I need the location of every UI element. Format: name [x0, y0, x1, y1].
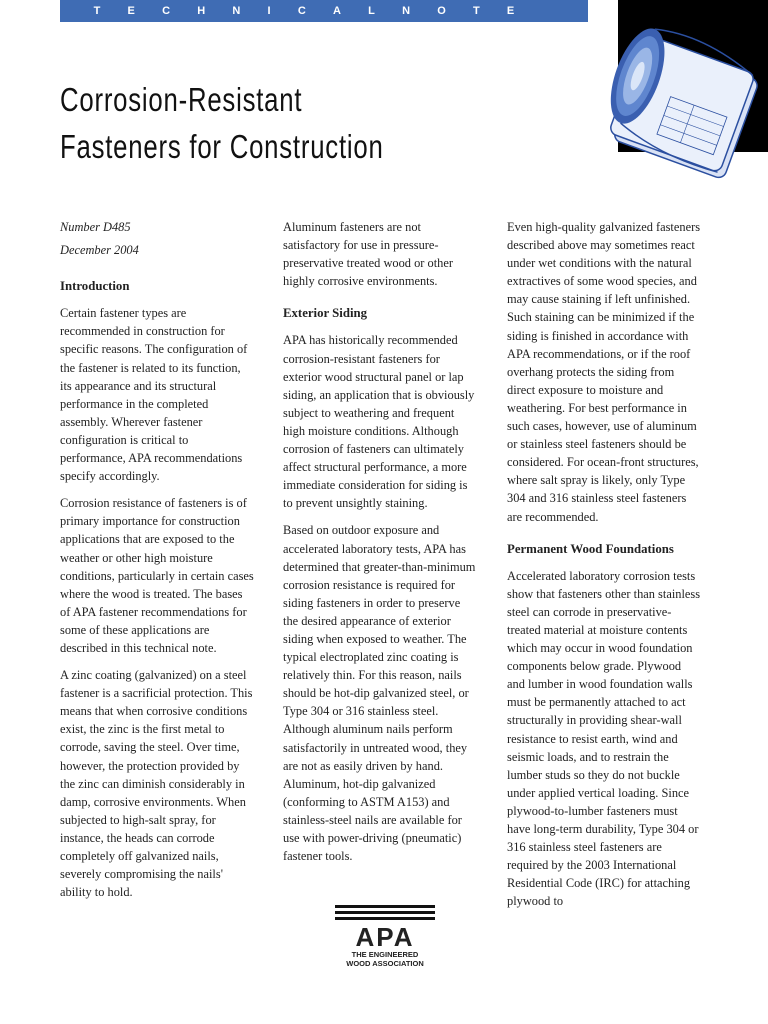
title-line-2: Fasteners for Construction: [60, 128, 384, 165]
document-date: December 2004: [60, 243, 139, 258]
paragraph: APA has historically recommended corrosion-resistant fasteners for exterior wood structural panel or lap siding, an application that is obviously subject to weathering and frequent high moisture conditions. Although corrosion of fasteners can ultimately affect structural performance, a more immediate consideration for siding is to prevent unsightly staining.: [283, 333, 475, 511]
banner-letter: I: [267, 5, 271, 17]
banner-letter: L: [368, 5, 375, 17]
heading-exterior-siding: Exterior Siding: [283, 306, 368, 321]
column-2: [283, 218, 477, 874]
paragraph: Aluminum fasteners are not satisfactory for use in pressure-preservative treated wood or other highly corrosive environments.: [283, 220, 453, 289]
paragraph: Corrosion resistance of fasteners is of primary importance for construction applications that are exposed to the weather or other high moisture conditions, particularly in certain cases where the wood is treated. The bases of APA fastener recommendations for some of these applications are described in this technical note.: [60, 496, 254, 655]
rolled-blueprint-illustration: [590, 0, 768, 200]
heading-permanent-wood-foundations: Permanent Wood Foundations: [507, 541, 674, 556]
document-number: Number D485: [60, 220, 131, 234]
paragraph: Based on outdoor exposure and accelerated laboratory tests, APA has determined that greater-than-minimum corrosion resistance is required for siding fasteners in order to preserve the desired appearance of exterior siding when exposed to weather. The typical electroplated zinc coating is relatively thin. For this reason, nails should be hot-dip galvanized steel, or Type 304 or 316 stainless steel. Although aluminum nails perform satisfactorily in untreated wood, they are not as easily driven by hand. Aluminum, hot-dip galvanized (conforming to ASTM A153) and stainless-steel nails are available for use with power-driving (pneumatic) fastener tools.: [283, 523, 476, 864]
banner-letter: T: [93, 5, 101, 17]
banner-letter: C: [297, 5, 306, 17]
logo-rule: [335, 905, 435, 908]
banner-letter: H: [197, 5, 206, 17]
paragraph: Certain fastener types are recommended in construction for specific reasons. The configuration of the fastener is related to its function, its appearance and its structural performance in the completed assembly. Wherever fastener configuration is critical to performance, APA recommendations specify accordingly.: [60, 306, 248, 484]
banner-letter: A: [332, 5, 341, 17]
paragraph: Even high-quality galvanized fasteners described above may sometimes react under wet conditions with the natural extractives of some wood species, and may cause staining if left unfinished. Such staining can be minimized if the siding is finished in accordance with APA recommendations, or if the roof overhang protects the siding from direct exposure to moisture and weathering. For best performance in such cases, however, use of aluminum or stainless steel fasteners should be considered. For ocean-front structures, where salt spray is likely, only Type 304 and 316 stainless steel fasteners are recommended.: [507, 220, 701, 524]
title-line-1: Corrosion-Resistant: [60, 81, 303, 118]
apa-logo: [335, 905, 435, 968]
paragraph: A zinc coating (galvanized) on a steel fastener is a sacrificial protection. This means that when corrosive conditions exist, the zinc is the first metal to corrode, saving the steel. Over time, however, the protection provided by the zinc can diminish considerably in damp, corrosive environments. When subjected to high-salt spray, for instance, the heads can corrode completely off galvanized nails, severely compromising the nails' ability to hold.: [60, 668, 253, 900]
column-1: [60, 218, 254, 910]
column-3: [507, 218, 701, 919]
logo-line-2: WOOD ASSOCIATION: [346, 959, 424, 968]
logo-rule: [335, 917, 435, 920]
banner-letter: T: [472, 5, 480, 17]
logo-mark: APA: [355, 922, 415, 952]
banner-letter: N: [232, 5, 241, 17]
banner-letter: N: [402, 5, 411, 17]
heading-introduction: Introduction: [60, 279, 130, 294]
banner-letter: O: [437, 5, 446, 17]
logo-line-1: THE ENGINEERED: [351, 950, 419, 959]
banner-letter: C: [162, 5, 171, 17]
technical-note-banner: [60, 0, 588, 22]
banner-letter: E: [127, 5, 135, 17]
logo-rule: [335, 911, 435, 914]
banner-letter: E: [506, 5, 515, 17]
document-title: [60, 76, 384, 170]
paragraph: Accelerated laboratory corrosion tests show that fasteners other than stainless steel can corrode in preservative-treated material at moisture contents which may occur in wood foundation components below grade. Plywood and lumber in wood foundation walls must be permanently attached to act structurally in providing shear-wall resistance to resist earth, wind and seismic loads, and to restrain the lumber studs so they do not buckle under applied vertical loading. Since plywood-to-lumber fasteners must have long-term durability, Type 304 or 316 stainless steel fasteners are required by the 2003 International Residential Code (IRC) for attaching plywood to: [507, 568, 701, 909]
